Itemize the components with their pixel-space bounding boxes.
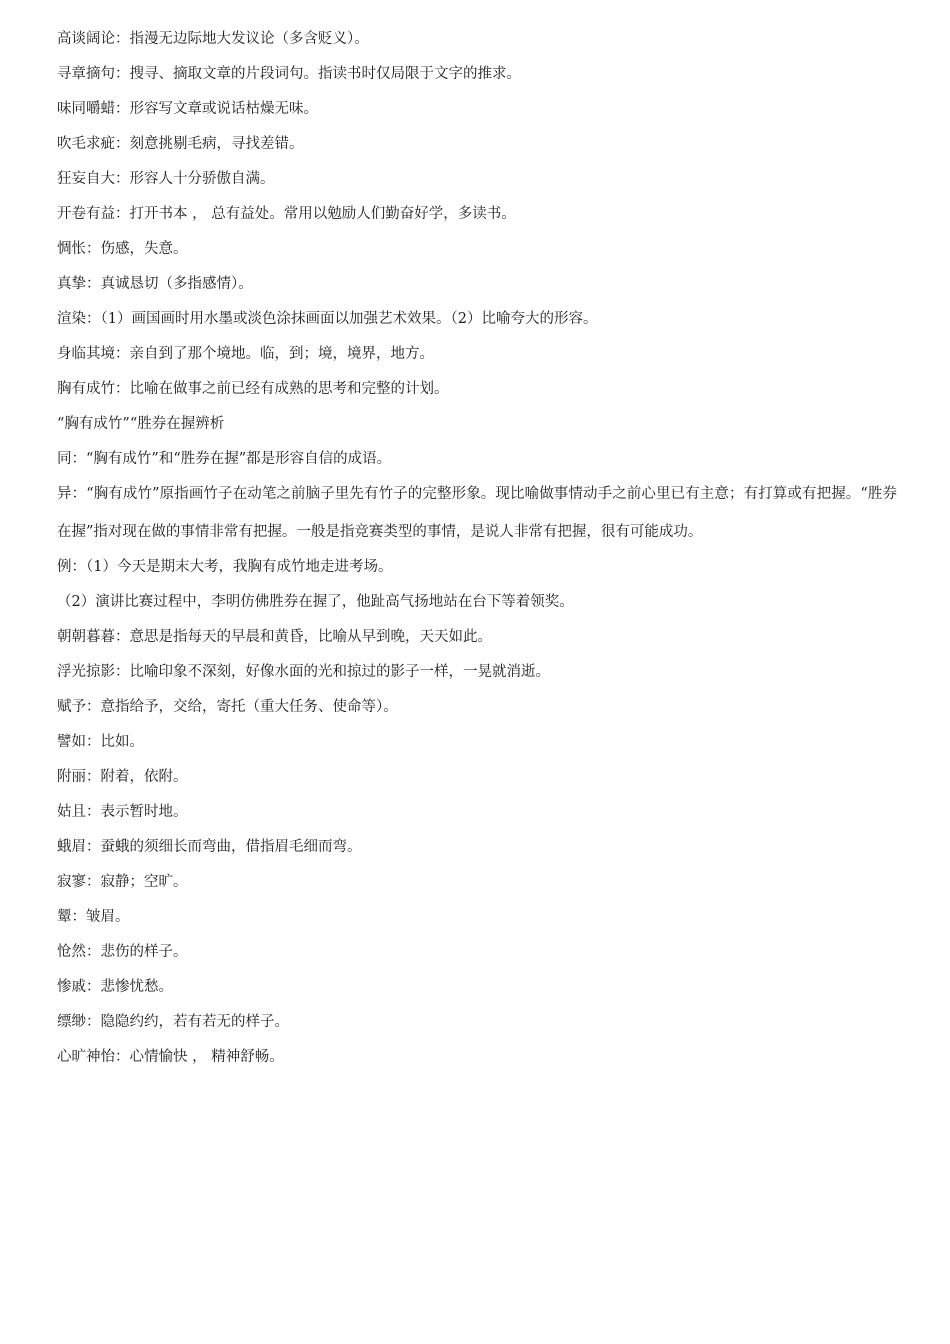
entry-kuangwang-zida: 狂妄自大：形容人十分骄傲自满。 xyxy=(57,171,275,187)
entry-zhaozhao-mumu: 朝朝暮暮：意思是指每天的早晨和黄昏，比喻从早到晚，天天如此。 xyxy=(57,629,492,645)
entry-canqi: 惨戚：悲惨忧愁。 xyxy=(57,979,173,995)
entry-piaomiao: 缥缈：隐隐约约，若有若无的样子。 xyxy=(57,1014,289,1030)
entry-gaotan-kuolun: 高谈阔论：指漫无边际地大发议论（多含贬义）。 xyxy=(57,31,369,47)
comparison-similarity: 同：“胸有成竹”和“胜券在握”都是形容自信的成语。 xyxy=(57,451,392,467)
entry-shenlin-qijing: 身临其境：亲自到了那个境地。临，到；境，境界，地方。 xyxy=(57,346,434,362)
example-1: 例：（1）今天是期末大考，我胸有成竹地走进考场。 xyxy=(57,559,393,575)
comparison-difference: 异：“胸有成竹”原指画竹子在动笔之前脑子里先有竹子的完整形象。现比喻做事情动手之前心里已有主意；有打算或有把握。“胜券在握”指对现在做的事情非常有把握。一般是指竞赛类型的事情，是说人非常有把握，很有可能成功。 xyxy=(57,486,897,540)
entry-guqie: 姑且：表示暂时地。 xyxy=(57,804,188,820)
entry-fuguang-lueying: 浮光掠影：比喻印象不深刻，好像水面的光和掠过的影子一样，一晃就消逝。 xyxy=(57,664,550,680)
entry-chuimao-qiuci: 吹毛求疵：刻意挑剔毛病，寻找差错。 xyxy=(57,136,304,152)
entry-weitong-jiela: 味同嚼蜡：形容写文章或说话枯燥无味。 xyxy=(57,101,318,117)
entry-emei: 蛾眉：蚕蛾的须细长而弯曲，借指眉毛细而弯。 xyxy=(57,839,362,855)
entry-xunzhang-zhaiju: 寻章摘句：搜寻、摘取文章的片段词句。指读书时仅局限于文字的推求。 xyxy=(57,66,521,82)
example-2: （2）演讲比赛过程中，李明仿佛胜券在握了，他趾高气扬地站在台下等着领奖。 xyxy=(57,594,574,610)
entry-fuyu: 赋予：意指给予，交给，寄托（重大任务、使命等）。 xyxy=(57,699,398,715)
section-heading-bianxi: “胸有成竹”“胜券在握辨析 xyxy=(57,416,225,432)
entry-jiliao: 寂寥：寂静；空旷。 xyxy=(57,874,188,890)
entry-xinkuang-shenyi: 心旷神怡：心情愉快 ， 精神舒畅。 xyxy=(57,1049,284,1065)
entry-piru: 譬如：比如。 xyxy=(57,734,144,750)
entry-chouchang: 惆怅：伤感，失意。 xyxy=(57,241,188,257)
entry-zhenzhi: 真挚：真诚恳切（多指感情）。 xyxy=(57,276,253,292)
entry-kaijuan-youyi: 开卷有益：打开书本 ， 总有益处。常用以勉励人们勤奋好学，多读书。 xyxy=(57,206,516,222)
entry-fuli: 附丽：附着，依附。 xyxy=(57,769,188,785)
entry-pin: 颦：皱眉。 xyxy=(57,909,130,925)
entry-xuanran: 渲染：（1）画国画时用水墨或淡色涂抹画面以加强艺术效果。（2）比喻夸大的形容。 xyxy=(57,311,598,327)
document-body xyxy=(57,22,897,1075)
entry-xiongyou-chengzhu: 胸有成竹：比喻在做事之前已经有成熟的思考和完整的计划。 xyxy=(57,381,449,397)
entry-chuangran: 怆然：悲伤的样子。 xyxy=(57,944,188,960)
